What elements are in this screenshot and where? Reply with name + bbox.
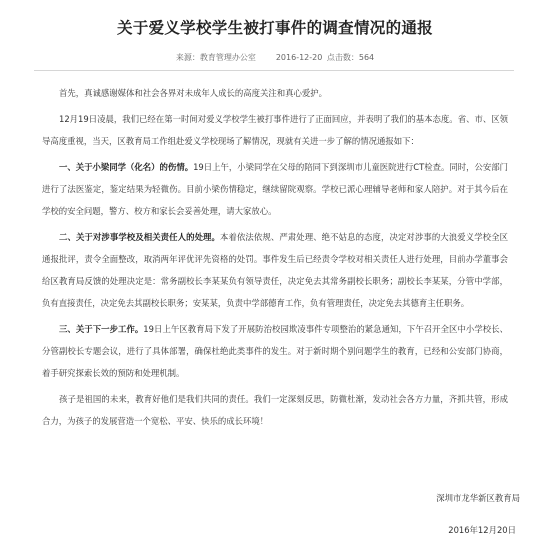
paragraph-injury: 一、关于小梁同学（化名）的伤情。19日上午，小梁同学在父母的陪同下到深圳市儿童医院进行CT检查。同时，公安部门进行了法医鉴定，鉴定结果为轻微伤。目前小梁伤情稳定，继续留院观察。学校已派心理辅导老师和家人陪护。对于其今后在学校的安全问题，警方、校方和家长会妥善处理，请大家放心。 [42,162,508,216]
article-views: 点击数：564 [326,53,375,62]
title-divider [34,70,514,71]
signature-org: 深圳市龙华新区教育局 [436,493,520,503]
signature-date: 2016年12月20日 [448,525,516,535]
paragraph-closing: 孩子是祖国的未来，教育好他们是我们共同的责任。我们一定深刻反思，防微杜渐，发动社会各方力量，齐抓共管，形成合力，为孩子的发展营造一个宽松、平安、快乐的成长环境！ [42,394,508,426]
section-heading-2: 二、关于对涉事学校及相关责任人的处理。 [59,232,220,242]
paragraph-next-steps: 三、关于下一步工作。19日上午区教育局下发了开展防治校园欺凌事件专项整治的紧急通知，下午召开全区中小学校长、分管副校长专题会议，进行了具体部署，确保杜绝此类事件的发生。对于新时期个别问题学生的教育，已经和公安部门协商，着手研究探索长效的预防和处理机制。 [42,324,508,378]
paragraph-intro: 首先，真诚感谢媒体和社会各界对未成年人成长的高度关注和真心爱护。 [59,88,327,98]
article-title: 关于爱义学校学生被打事件的调查情况的通报 [116,19,433,37]
paragraph-handling: 二、关于对涉事学校及相关责任人的处理。本着依法依规、严肃处理、绝不姑息的态度，决定对涉事的大浪爱义学校全区通报批评，责令全面整改，取消两年评优评先资格的处罚。事件发生后已经责令学校对相关责任人进行处理，目前办学董事会给区教育局反馈的处理决定是：常务副校长李某某负有领导责任，决定免去其常务副校长职务；副校长李某某，分管中学部，负有直接责任，决定免去其副校长职务；安某某，负责中学部德育工作，负有管理责任，决定免去其德育主任职务。 [42,232,508,308]
article-body [42,82,508,436]
article-source: 来源：教育管理办公室 [175,53,256,62]
article-date: 2016-12-20 [275,53,323,62]
section-heading-1: 一、关于小梁同学（化名）的伤情。 [59,162,194,172]
section-heading-3: 三、关于下一步工作。 [59,324,144,334]
article-meta [0,52,550,63]
paragraph-background: 12月19日凌晨，我们已经在第一时间对爱义学校学生被打事件进行了正面回应，并表明了我们的基本态度。省、市、区领导高度重视，当天，区教育局工作组赴爱义学校现场了解情况，现就有关进一步了解的情况通报如下： [42,114,508,146]
